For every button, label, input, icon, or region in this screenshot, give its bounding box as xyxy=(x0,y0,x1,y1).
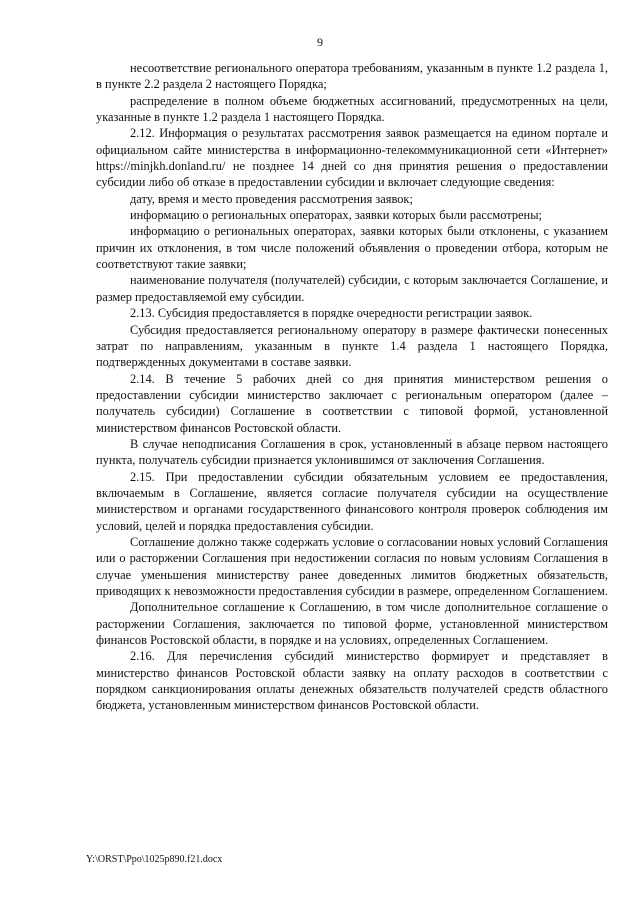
paragraph: распределение в полном объеме бюджетных ассигнований, предусмотренных на цели, указанные в пункте 1.2 раздела 1 настоящего Порядка. xyxy=(96,93,608,125)
page-number: 9 xyxy=(317,35,323,49)
paragraph: дату, время и место проведения рассмотрения заявок; xyxy=(130,191,413,206)
paragraph: 2.13. Субсидия предоставляется в порядке очередности регистрации заявок. xyxy=(130,306,533,321)
paragraph: 2.15. При предоставлении субсидии обязательным условием ее предоставления, включаемым в Соглашение, является согласие получателя субсидии на осуществление министерством и органами государственного финансового контроля проверок соблюдения им условий, целей и порядка предоставления субсидии. xyxy=(96,469,608,533)
paragraph: несоответствие регионального оператора требованиям, указанным в пункте 1.2 раздела 1, в пункте 2.2 раздела 2 настоящего Порядка; xyxy=(96,61,608,92)
document-body xyxy=(96,60,608,714)
footer-file-path: Y:\ORST\Ppo\1025p890.f21.docx xyxy=(86,854,223,865)
paragraph: информацию о региональных операторах, заявки которых были отклонены, с указанием причин их отклонения, в том числе положений объявления о проведении отбора, которым не соответствуют такие заявки; xyxy=(96,224,608,272)
paragraph: Соглашение должно также содержать условие о согласовании новых условий Соглашения или о расторжении Соглашения при недостижении согласия по новым условиям Соглашения в случае уменьшения министерству ранее доведенных лимитов бюджетных обязательств, приводящих к невозможности предоставления субсидии в размере, определенном Соглашением. xyxy=(96,534,608,598)
paragraph: Субсидия предоставляется региональному оператору в размере фактически понесенных затрат по направлениям, указанным в пункте 1.4 раздела 1 настоящего Порядка, подтвержденных документами в составе заявки. xyxy=(96,322,608,370)
paragraph: 2.16. Для перечисления субсидий министерство формирует и представляет в министерство финансов Ростовской области заявку на оплату расходов в соответствии с порядком санкционирования оплаты денежных обязательств получателей средств областного бюджета, установленным министерством финансов Ростовской области. xyxy=(96,649,608,713)
paragraph: В случае неподписания Соглашения в срок, установленный в абзаце первом настоящего пункта, получатель субсидии признается уклонившимся от заключения Соглашения. xyxy=(96,436,608,468)
paragraph: 2.14. В течение 5 рабочих дней со дня принятия министерством решения о предоставлении субсидии министерство заключает с региональным оператором (далее – получатель субсидии) Соглашение в соответствии с типовой формой, установленной министерством финансов Ростовской области. xyxy=(96,371,608,435)
paragraph: 2.12. Информация о результатах рассмотрения заявок размещается на едином портале и официальном сайте министерства в информационно-телекоммуникационной сети «Интернет» https://minjkh.donland.ru/ не позднее 14 дней со дня принятия решения о предоставлении субсидии либо об отказе в предоставлении субсидии и включает следующие сведения: xyxy=(96,126,608,190)
paragraph: наименование получателя (получателей) субсидии, с которым заключается Соглашение, и размер предоставляемой ему субсидии. xyxy=(96,273,608,304)
paragraph: информацию о региональных операторах, заявки которых были рассмотрены; xyxy=(130,208,542,223)
paragraph: Дополнительное соглашение к Соглашению, в том числе дополнительное соглашение о расторжении Соглашения, заключается по типовой форме, установленной министерством финансов Ростовской области, в порядке и на условиях, определенных Соглашением. xyxy=(96,600,608,648)
